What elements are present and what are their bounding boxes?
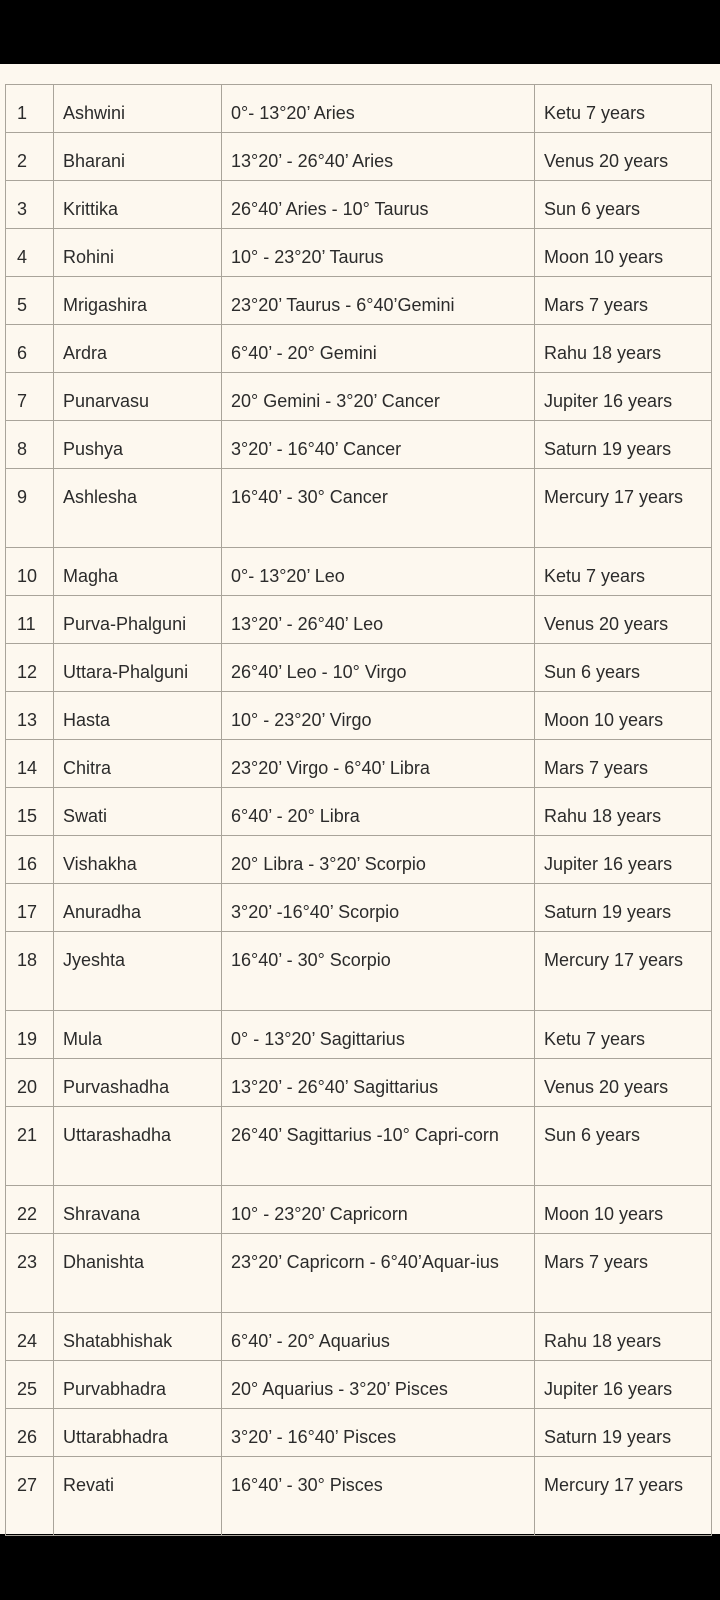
- nakshatra-name-cell: Rohini: [54, 229, 222, 277]
- table-row: [6, 1361, 712, 1409]
- ruler-period-cell: Ketu 7 years: [535, 85, 712, 133]
- zodiac-span-cell: 6°40’ - 20° Libra: [222, 788, 535, 836]
- ruler-period-cell: Mercury 17 years: [535, 1457, 712, 1536]
- ruler-period-cell: Saturn 19 years: [535, 1409, 712, 1457]
- nakshatra-name-cell: Uttara-Phalguni: [54, 644, 222, 692]
- nakshatra-name-cell: Swati: [54, 788, 222, 836]
- document-page: [0, 64, 720, 1534]
- table-row: [6, 836, 712, 884]
- ruler-period-cell: Venus 20 years: [535, 1059, 712, 1107]
- zodiac-span-cell: 23°20’ Taurus - 6°40’Gemini: [222, 277, 535, 325]
- ruler-period-cell: Jupiter 16 years: [535, 836, 712, 884]
- nakshatra-name-cell: Ashwini: [54, 85, 222, 133]
- table-row: [6, 133, 712, 181]
- nakshatra-name-cell: Ashlesha: [54, 469, 222, 548]
- table-row: [6, 1313, 712, 1361]
- ruler-period-cell: Venus 20 years: [535, 133, 712, 181]
- ruler-period-cell: Ketu 7 years: [535, 1011, 712, 1059]
- nakshatra-number-cell: 2: [6, 133, 54, 181]
- table-row: [6, 932, 712, 1011]
- nakshatra-name-cell: Uttarabhadra: [54, 1409, 222, 1457]
- table-row: [6, 421, 712, 469]
- nakshatra-number-cell: 1: [6, 85, 54, 133]
- nakshatra-number-cell: 26: [6, 1409, 54, 1457]
- ruler-period-cell: Rahu 18 years: [535, 1313, 712, 1361]
- table-row: [6, 644, 712, 692]
- nakshatra-name-cell: Mula: [54, 1011, 222, 1059]
- zodiac-span-cell: 20° Aquarius - 3°20’ Pisces: [222, 1361, 535, 1409]
- table-row: [6, 229, 712, 277]
- zodiac-span-cell: 3°20’ - 16°40’ Cancer: [222, 421, 535, 469]
- nakshatra-name-cell: Shatabhishak: [54, 1313, 222, 1361]
- nakshatra-number-cell: 25: [6, 1361, 54, 1409]
- nakshatra-number-cell: 6: [6, 325, 54, 373]
- nakshatra-name-cell: Chitra: [54, 740, 222, 788]
- nakshatra-name-cell: Hasta: [54, 692, 222, 740]
- zodiac-span-cell: 0°- 13°20’ Leo: [222, 548, 535, 596]
- table-row: [6, 277, 712, 325]
- table-row: [6, 325, 712, 373]
- zodiac-span-cell: 10° - 23°20’ Taurus: [222, 229, 535, 277]
- table-row: [6, 596, 712, 644]
- nakshatra-name-cell: Uttarashadha: [54, 1107, 222, 1186]
- nakshatra-number-cell: 7: [6, 373, 54, 421]
- table-row: [6, 740, 712, 788]
- nakshatra-number-cell: 12: [6, 644, 54, 692]
- nakshatra-name-cell: Bharani: [54, 133, 222, 181]
- table-row: [6, 692, 712, 740]
- table-row: [6, 548, 712, 596]
- nakshatra-table: [5, 84, 712, 1536]
- nakshatra-name-cell: Mrigashira: [54, 277, 222, 325]
- ruler-period-cell: Mars 7 years: [535, 1234, 712, 1313]
- zodiac-span-cell: 3°20’ - 16°40’ Pisces: [222, 1409, 535, 1457]
- nakshatra-number-cell: 15: [6, 788, 54, 836]
- ruler-period-cell: Sun 6 years: [535, 1107, 712, 1186]
- nakshatra-number-cell: 16: [6, 836, 54, 884]
- nakshatra-name-cell: Dhanishta: [54, 1234, 222, 1313]
- nakshatra-name-cell: Revati: [54, 1457, 222, 1536]
- nakshatra-name-cell: Vishakha: [54, 836, 222, 884]
- zodiac-span-cell: 10° - 23°20’ Capricorn: [222, 1186, 535, 1234]
- ruler-period-cell: Jupiter 16 years: [535, 373, 712, 421]
- ruler-period-cell: Moon 10 years: [535, 1186, 712, 1234]
- nakshatra-number-cell: 21: [6, 1107, 54, 1186]
- nakshatra-number-cell: 4: [6, 229, 54, 277]
- nakshatra-number-cell: 17: [6, 884, 54, 932]
- nakshatra-number-cell: 19: [6, 1011, 54, 1059]
- table-row: [6, 1107, 712, 1186]
- table-row: [6, 1409, 712, 1457]
- ruler-period-cell: Mercury 17 years: [535, 932, 712, 1011]
- nakshatra-number-cell: 14: [6, 740, 54, 788]
- nakshatra-name-cell: Magha: [54, 548, 222, 596]
- ruler-period-cell: Saturn 19 years: [535, 884, 712, 932]
- table-row: [6, 1011, 712, 1059]
- zodiac-span-cell: 13°20’ - 26°40’ Sagittarius: [222, 1059, 535, 1107]
- zodiac-span-cell: 6°40’ - 20° Aquarius: [222, 1313, 535, 1361]
- zodiac-span-cell: 26°40’ Aries - 10° Taurus: [222, 181, 535, 229]
- nakshatra-name-cell: Jyeshta: [54, 932, 222, 1011]
- table-row: [6, 884, 712, 932]
- nakshatra-name-cell: Ardra: [54, 325, 222, 373]
- zodiac-span-cell: 0°- 13°20’ Aries: [222, 85, 535, 133]
- zodiac-span-cell: 0° - 13°20’ Sagittarius: [222, 1011, 535, 1059]
- table-row: [6, 469, 712, 548]
- zodiac-span-cell: 10° - 23°20’ Virgo: [222, 692, 535, 740]
- ruler-period-cell: Sun 6 years: [535, 644, 712, 692]
- zodiac-span-cell: 16°40’ - 30° Pisces: [222, 1457, 535, 1536]
- nakshatra-name-cell: Krittika: [54, 181, 222, 229]
- ruler-period-cell: Venus 20 years: [535, 596, 712, 644]
- nakshatra-number-cell: 11: [6, 596, 54, 644]
- ruler-period-cell: Saturn 19 years: [535, 421, 712, 469]
- nakshatra-number-cell: 5: [6, 277, 54, 325]
- zodiac-span-cell: 16°40’ - 30° Cancer: [222, 469, 535, 548]
- nakshatra-number-cell: 18: [6, 932, 54, 1011]
- zodiac-span-cell: 20° Gemini - 3°20’ Cancer: [222, 373, 535, 421]
- table-row: [6, 373, 712, 421]
- table-row: [6, 1234, 712, 1313]
- ruler-period-cell: Mars 7 years: [535, 277, 712, 325]
- nakshatra-name-cell: Purva-Phalguni: [54, 596, 222, 644]
- nakshatra-number-cell: 20: [6, 1059, 54, 1107]
- zodiac-span-cell: 26°40’ Sagittarius -10° Capri-corn: [222, 1107, 535, 1186]
- table-row: [6, 85, 712, 133]
- nakshatra-number-cell: 23: [6, 1234, 54, 1313]
- ruler-period-cell: Mercury 17 years: [535, 469, 712, 548]
- zodiac-span-cell: 6°40’ - 20° Gemini: [222, 325, 535, 373]
- nakshatra-name-cell: Shravana: [54, 1186, 222, 1234]
- ruler-period-cell: Jupiter 16 years: [535, 1361, 712, 1409]
- zodiac-span-cell: 26°40’ Leo - 10° Virgo: [222, 644, 535, 692]
- zodiac-span-cell: 16°40’ - 30° Scorpio: [222, 932, 535, 1011]
- ruler-period-cell: Ketu 7 years: [535, 548, 712, 596]
- nakshatra-number-cell: 9: [6, 469, 54, 548]
- table-row: [6, 181, 712, 229]
- nakshatra-table-body: [6, 85, 712, 1536]
- ruler-period-cell: Moon 10 years: [535, 229, 712, 277]
- nakshatra-number-cell: 22: [6, 1186, 54, 1234]
- nakshatra-number-cell: 10: [6, 548, 54, 596]
- ruler-period-cell: Sun 6 years: [535, 181, 712, 229]
- nakshatra-name-cell: Punarvasu: [54, 373, 222, 421]
- zodiac-span-cell: 13°20’ - 26°40’ Aries: [222, 133, 535, 181]
- ruler-period-cell: Rahu 18 years: [535, 788, 712, 836]
- nakshatra-name-cell: Purvabhadra: [54, 1361, 222, 1409]
- nakshatra-number-cell: 8: [6, 421, 54, 469]
- zodiac-span-cell: 3°20’ -16°40’ Scorpio: [222, 884, 535, 932]
- nakshatra-name-cell: Purvashadha: [54, 1059, 222, 1107]
- table-row: [6, 1186, 712, 1234]
- nakshatra-number-cell: 24: [6, 1313, 54, 1361]
- nakshatra-name-cell: Anuradha: [54, 884, 222, 932]
- nakshatra-number-cell: 27: [6, 1457, 54, 1536]
- table-row: [6, 1059, 712, 1107]
- zodiac-span-cell: 13°20’ - 26°40’ Leo: [222, 596, 535, 644]
- ruler-period-cell: Mars 7 years: [535, 740, 712, 788]
- zodiac-span-cell: 20° Libra - 3°20’ Scorpio: [222, 836, 535, 884]
- ruler-period-cell: Moon 10 years: [535, 692, 712, 740]
- nakshatra-number-cell: 13: [6, 692, 54, 740]
- zodiac-span-cell: 23°20’ Virgo - 6°40’ Libra: [222, 740, 535, 788]
- zodiac-span-cell: 23°20’ Capricorn - 6°40’Aquar-ius: [222, 1234, 535, 1313]
- table-row: [6, 1457, 712, 1536]
- ruler-period-cell: Rahu 18 years: [535, 325, 712, 373]
- nakshatra-name-cell: Pushya: [54, 421, 222, 469]
- nakshatra-number-cell: 3: [6, 181, 54, 229]
- table-row: [6, 788, 712, 836]
